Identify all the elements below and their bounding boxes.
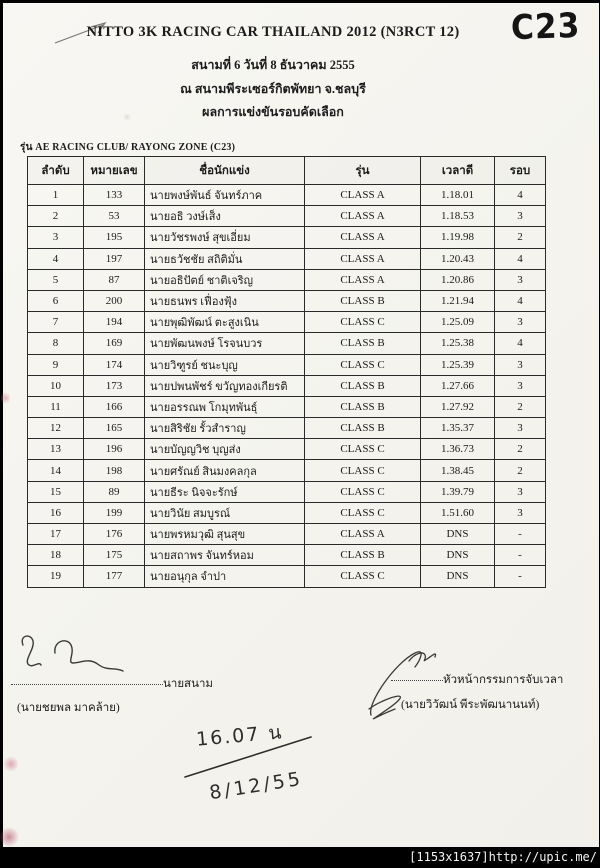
- cell-laps: 3: [495, 418, 546, 439]
- cell-rank: 15: [28, 481, 84, 502]
- cell-name: นายอธิ วงษ์เส็ง: [145, 206, 305, 227]
- table-row: [28, 185, 546, 206]
- cell-laps: 4: [495, 185, 546, 206]
- cell-number: 89: [84, 481, 145, 502]
- cell-laps: 2: [495, 439, 546, 460]
- cell-number: 174: [84, 354, 145, 375]
- timekeeper-name: (นายวิวัฒน์ พีระพัฒนานนท์): [401, 699, 540, 711]
- results-table: [27, 156, 546, 588]
- cell-class: CLASS A: [305, 248, 421, 269]
- cell-class: CLASS B: [305, 396, 421, 417]
- timekeeper-label: หัวหน้ากรรมการจับเวลา: [443, 674, 564, 686]
- cell-time: 1.39.79: [421, 481, 495, 502]
- watermark-bar: [0, 847, 600, 868]
- cell-laps: -: [495, 524, 546, 545]
- cell-rank: 6: [28, 290, 84, 311]
- cell-name: นายพุฒิพัฒน์ ตะสูงเนิน: [145, 312, 305, 333]
- cell-number: 194: [84, 312, 145, 333]
- cell-time: 1.27.92: [421, 396, 495, 417]
- cell-time: 1.19.98: [421, 227, 495, 248]
- cell-class: CLASS C: [305, 439, 421, 460]
- cell-name: นายปพนพัชร์ ขวัญทองเกียรติ: [145, 375, 305, 396]
- cell-time: 1.20.86: [421, 269, 495, 290]
- cell-number: 198: [84, 460, 145, 481]
- cell-name: นายวินัย สมบูรณ์: [145, 502, 305, 523]
- cell-name: นายธีระ นิจจะรักษ์: [145, 481, 305, 502]
- cell-name: นายวิฑูรย์ ชนะบุญ: [145, 354, 305, 375]
- cell-name: นายพรหมวุฒิ สุนสุข: [145, 524, 305, 545]
- cell-rank: 19: [28, 566, 84, 587]
- cell-number: 53: [84, 206, 145, 227]
- table-row: [28, 375, 546, 396]
- watermark-text: [1153x1637]http://upic.me/: [409, 850, 597, 864]
- cell-class: CLASS C: [305, 460, 421, 481]
- cell-rank: 12: [28, 418, 84, 439]
- class-zone-line: รุ่น AE RACING CLUB/ RAYONG ZONE (C23): [20, 142, 236, 153]
- cell-number: 169: [84, 333, 145, 354]
- header-time: เวลาดี: [421, 157, 495, 185]
- cell-name: นายพัฒนพงษ์ โรจนบวร: [145, 333, 305, 354]
- cell-number: 177: [84, 566, 145, 587]
- cell-number: 195: [84, 227, 145, 248]
- table-row: [28, 502, 546, 523]
- cell-class: CLASS C: [305, 312, 421, 333]
- event-round-date: สนามที่ 6 วันที่ 8 ธันวาคม 2555: [191, 58, 355, 72]
- cell-number: 87: [84, 269, 145, 290]
- cell-number: 197: [84, 248, 145, 269]
- field-marshal-name: (นายชยพล มาคล้าย): [17, 702, 120, 714]
- cell-rank: 7: [28, 312, 84, 333]
- cell-time: 1.18.53: [421, 206, 495, 227]
- cell-name: นายพงษ์พันธ์ จันทร์ภาค: [145, 185, 305, 206]
- handwritten-time: 16.07 น: [195, 721, 285, 751]
- handwritten-date: 8/12/55: [207, 767, 305, 805]
- cell-laps: 2: [495, 460, 546, 481]
- cell-time: 1.25.39: [421, 354, 495, 375]
- cell-name: นายอธิปัตย์ ชาติเจริญ: [145, 269, 305, 290]
- cell-name: นายบัญญวิช บุญส่ง: [145, 439, 305, 460]
- header-name: ชื่อนักแข่ง: [145, 157, 305, 185]
- cell-class: CLASS B: [305, 418, 421, 439]
- cell-rank: 4: [28, 248, 84, 269]
- cell-laps: -: [495, 545, 546, 566]
- cell-class: CLASS B: [305, 333, 421, 354]
- cell-time: 1.27.66: [421, 375, 495, 396]
- cell-laps: 3: [495, 502, 546, 523]
- cell-time: DNS: [421, 524, 495, 545]
- cell-name: นายสิริชัย รั้วสำราญ: [145, 418, 305, 439]
- cell-class: CLASS C: [305, 566, 421, 587]
- field-marshal-label: นายสนาม: [163, 678, 213, 690]
- cell-class: CLASS C: [305, 502, 421, 523]
- cell-class: CLASS A: [305, 227, 421, 248]
- corner-code-handwritten: C23: [510, 5, 581, 49]
- paper-sheet: [3, 3, 599, 847]
- cell-rank: 9: [28, 354, 84, 375]
- cell-class: CLASS B: [305, 375, 421, 396]
- document-title: NITTO 3K RACING CAR THAILAND 2012 (N3RCT 12): [86, 24, 460, 40]
- cell-rank: 17: [28, 524, 84, 545]
- cell-time: 1.38.45: [421, 460, 495, 481]
- cell-class: CLASS C: [305, 354, 421, 375]
- cell-rank: 3: [28, 227, 84, 248]
- table-row: [28, 439, 546, 460]
- cell-time: 1.25.38: [421, 333, 495, 354]
- cell-number: 165: [84, 418, 145, 439]
- scan-stain: [4, 755, 18, 773]
- table-row: [28, 312, 546, 333]
- cell-rank: 11: [28, 396, 84, 417]
- cell-class: CLASS C: [305, 481, 421, 502]
- cell-laps: 3: [495, 269, 546, 290]
- cell-time: DNS: [421, 566, 495, 587]
- table-header-row: [28, 157, 546, 185]
- cell-class: CLASS B: [305, 545, 421, 566]
- header-number: หมายเลข: [84, 157, 145, 185]
- header-rank: ลำดับ: [28, 157, 84, 185]
- cell-number: 199: [84, 502, 145, 523]
- cell-rank: 5: [28, 269, 84, 290]
- cell-laps: 4: [495, 290, 546, 311]
- cell-laps: 4: [495, 333, 546, 354]
- table-row: [28, 566, 546, 587]
- cell-rank: 2: [28, 206, 84, 227]
- cell-laps: 3: [495, 375, 546, 396]
- event-venue: ณ สนามพีระเซอร์กิตพัทยา จ.ชลบุรี: [180, 82, 366, 96]
- cell-name: นายอรรณพ โกมุทพันธุ์: [145, 396, 305, 417]
- cell-time: 1.21.94: [421, 290, 495, 311]
- cell-name: นายธวัชชัย สถิติมั่น: [145, 248, 305, 269]
- timekeeper-sign-line: [391, 671, 563, 689]
- cell-class: CLASS A: [305, 185, 421, 206]
- cell-rank: 13: [28, 439, 84, 460]
- table-row: [28, 524, 546, 545]
- cell-rank: 1: [28, 185, 84, 206]
- cell-name: นายอนุกุล จำปา: [145, 566, 305, 587]
- cell-number: 175: [84, 545, 145, 566]
- cell-rank: 8: [28, 333, 84, 354]
- cell-time: 1.18.01: [421, 185, 495, 206]
- cell-time: 1.51.60: [421, 502, 495, 523]
- cell-rank: 16: [28, 502, 84, 523]
- cell-time: 1.20.43: [421, 248, 495, 269]
- cell-rank: 10: [28, 375, 84, 396]
- dotted-line: [391, 680, 443, 681]
- cell-name: นายวัชรพงษ์ สุขเอี่ยม: [145, 227, 305, 248]
- result-type-heading: ผลการแข่งขันรอบคัดเลือก: [202, 105, 344, 119]
- cell-number: 133: [84, 185, 145, 206]
- table-row: [28, 418, 546, 439]
- table-row: [28, 396, 546, 417]
- table-row: [28, 290, 546, 311]
- cell-time: 1.25.09: [421, 312, 495, 333]
- cell-class: CLASS A: [305, 206, 421, 227]
- cell-laps: 3: [495, 481, 546, 502]
- cell-number: 166: [84, 396, 145, 417]
- cell-name: นายสถาพร จันทร์หอม: [145, 545, 305, 566]
- table-row: [28, 354, 546, 375]
- results-tbody: [28, 185, 546, 588]
- table-row: [28, 545, 546, 566]
- cell-number: 176: [84, 524, 145, 545]
- field-marshal-sign-line: [11, 675, 213, 693]
- cell-time: DNS: [421, 545, 495, 566]
- header-laps: รอบ: [495, 157, 546, 185]
- table-row: [28, 333, 546, 354]
- cell-time: 1.36.73: [421, 439, 495, 460]
- table-row: [28, 481, 546, 502]
- cell-laps: 4: [495, 248, 546, 269]
- cell-rank: 14: [28, 460, 84, 481]
- table-row: [28, 248, 546, 269]
- table-row: [28, 269, 546, 290]
- cell-name: นายศรัณย์ สินมงคลกุล: [145, 460, 305, 481]
- cell-laps: 3: [495, 354, 546, 375]
- table-row: [28, 227, 546, 248]
- cell-class: CLASS A: [305, 269, 421, 290]
- cell-time: 1.35.37: [421, 418, 495, 439]
- cell-number: 196: [84, 439, 145, 460]
- cell-class: CLASS B: [305, 290, 421, 311]
- cell-number: 173: [84, 375, 145, 396]
- dotted-line: [11, 684, 163, 685]
- table-row: [28, 206, 546, 227]
- cell-class: CLASS A: [305, 524, 421, 545]
- cell-laps: -: [495, 566, 546, 587]
- scan-stain: [1, 391, 10, 405]
- scan-stain: [0, 827, 19, 847]
- cell-laps: 2: [495, 227, 546, 248]
- cell-laps: 3: [495, 312, 546, 333]
- cell-laps: 3: [495, 206, 546, 227]
- header-class: รุ่น: [305, 157, 421, 185]
- cell-number: 200: [84, 290, 145, 311]
- cell-name: นายธนพร เฟื่องฟุ้ง: [145, 290, 305, 311]
- cell-laps: 2: [495, 396, 546, 417]
- cell-rank: 18: [28, 545, 84, 566]
- table-row: [28, 460, 546, 481]
